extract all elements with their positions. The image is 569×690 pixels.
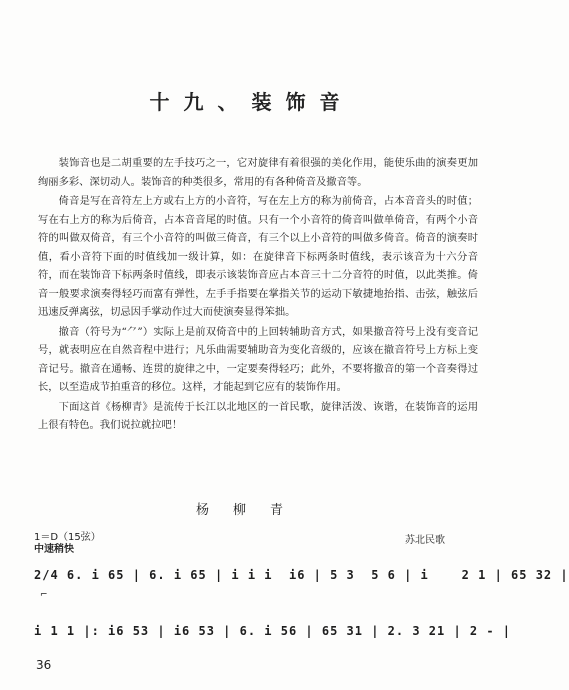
song-tuning: 1＝D（15弦）	[34, 532, 101, 543]
song-title: 杨柳青	[195, 503, 307, 518]
song-tempo: 中速稍快	[34, 544, 74, 555]
page-number: 36	[36, 658, 52, 672]
bowing-mark-icon: ⌐	[40, 590, 48, 600]
chapter-title: 十九、装饰音	[149, 90, 354, 114]
song-source: 苏北民歌	[405, 535, 445, 546]
body-text	[38, 154, 478, 435]
score-line-1: 2/4 6. i 65 | 6. i 65 | i i i i6 | 5 3 5 6 | i 2 1 | 65 32 |	[34, 568, 569, 582]
paragraph-intro: 装饰音也是二胡重要的左手技巧之一，它对旋律有着很强的美化作用，能使乐曲的演奏更加绚丽多彩、深切动人。装饰音的种类很多，常用的有各种倚音及撤音等。	[38, 157, 478, 188]
paragraph-mordent: 撤音（符号为“⺈”）实际上是前双倚音中的上回转辅助音方式，如果撤音符号上没有变音记号，就表明应在自然音程中进行；凡乐曲需要辅助音为变化音级的，应该在撤音符号上方标上变音记号。撤音在通畅、连贯的旋律之中，一定要奏得轻巧；此外，不要将撤音的第一个音奏得过长，以至造成节拍重音的移位。这样，才能起到它应有的装饰作用。	[38, 325, 478, 393]
paragraph-song-intro: 下面这首《杨柳青》是流传于长江以北地区的一首民歌，旋律活泼、诙谐，在装饰音的运用上很有特色。我们说拉就拉吧！	[38, 400, 478, 431]
score-line-2: i 1 1 |: i6 53 | i6 53 | 6. i 56 | 65 31 | 2. 3 21 | 2 - |	[34, 624, 512, 638]
paragraph-grace-note: 倚音是写在音符左上方或右上方的小音符，写在左上方的称为前倚音，占本音音头的时值；写在右上方的称为后倚音，占本音音尾的时值。只有一个小音符的倚音叫做单倚音，有两个小音符的叫做双倚音，有三个小音符的叫做三倚音，有三个以上小音符的叫做多倚音。倚音的演奏时值，看小音符下面的时值线加一级计算，如：在旋律音下标两条时值线，表示该音为十六分音符，而在装饰音下标两条时值线，即表示该装饰音应占本音三十二分音符的时值，以此类推。倚音一般要求演奏得轻巧而富有弹性，左手手指要在掌指关节的运动下敏捷地抬指、击弦，触弦后迅速反弹离弦，切忌因手掌动作过大而使演奏显得笨拙。	[38, 195, 478, 318]
